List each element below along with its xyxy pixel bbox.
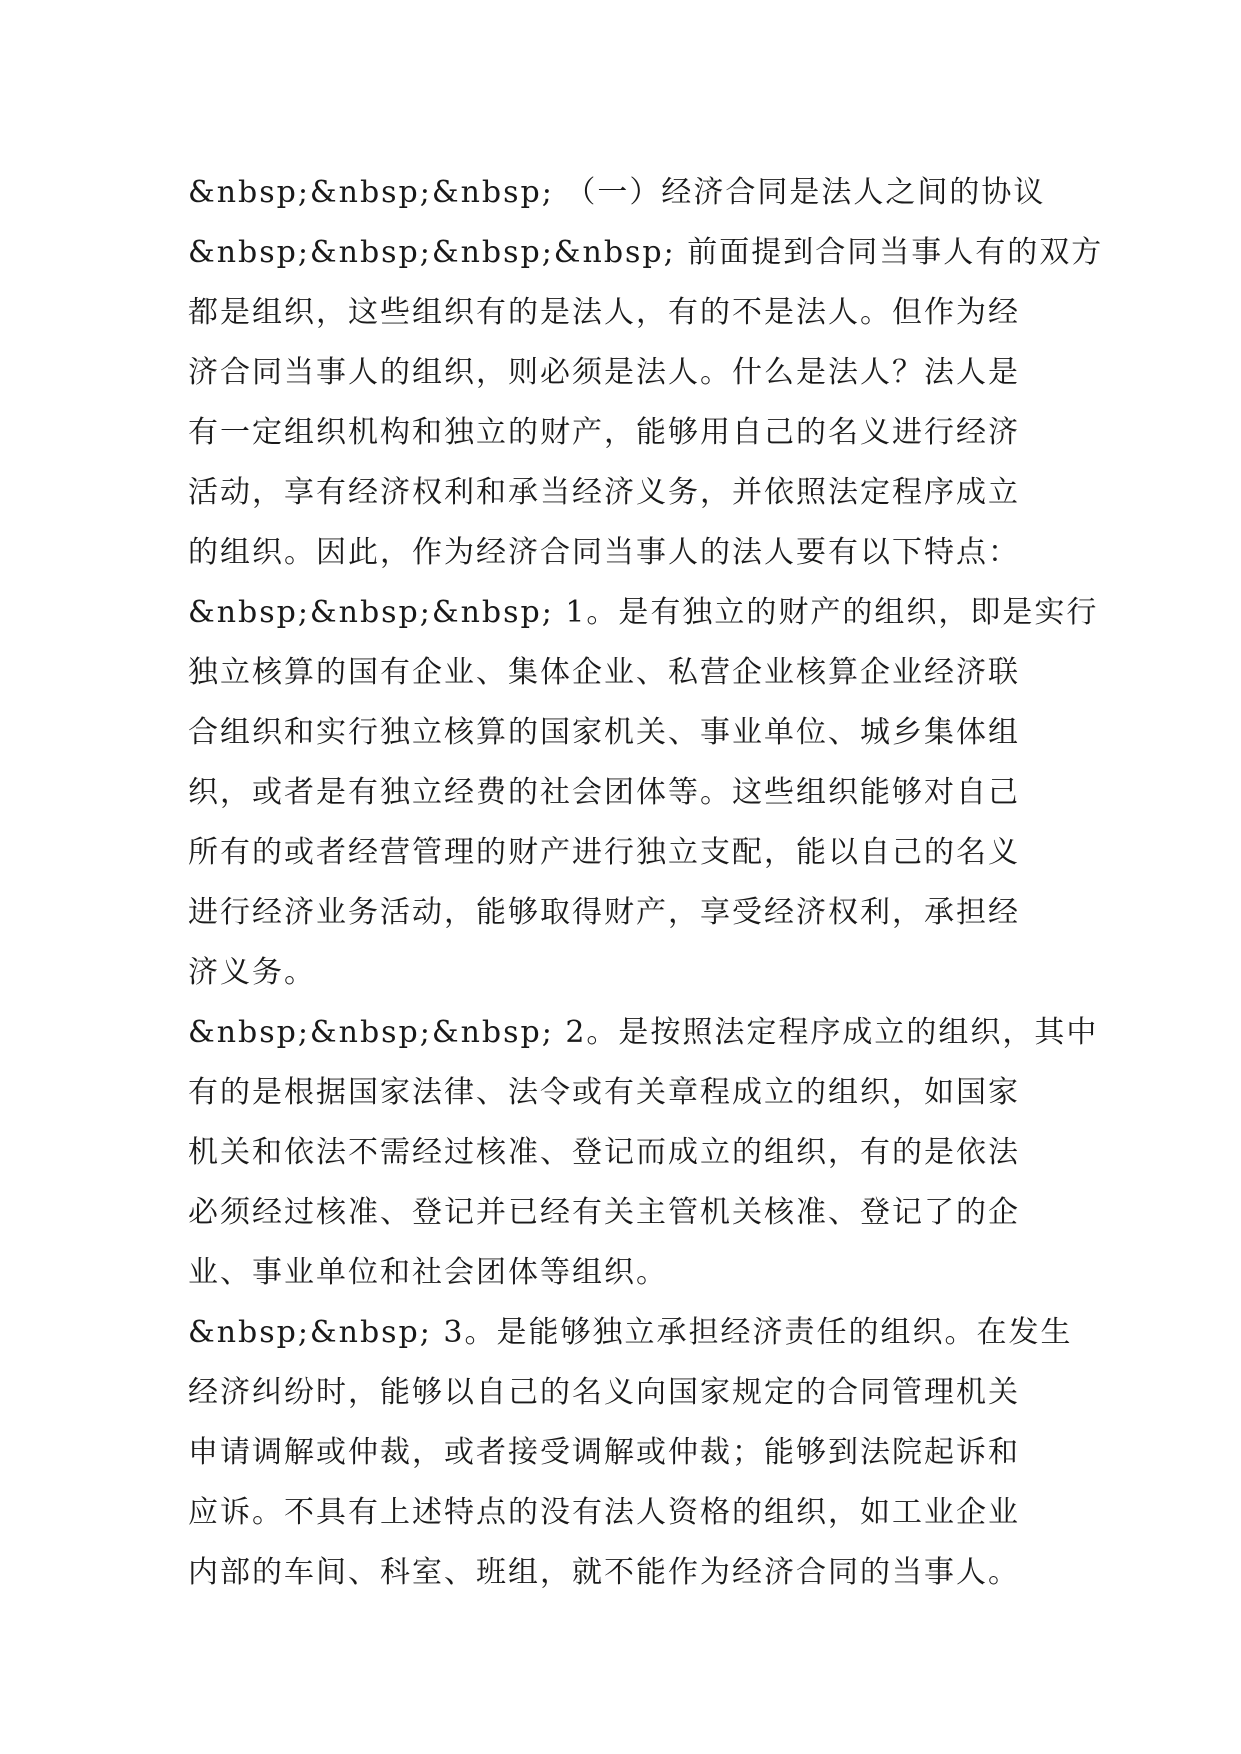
text-line: &nbsp;&nbsp;&nbsp; 1。是有独立的财产的组织，即是实行 [188,595,1099,630]
text-line: 织，或者是有独立经费的社会团体等。这些组织能够对自己 [188,775,1020,810]
text-line: 有的是根据国家法律、法令或有关章程成立的组织，如国家 [188,1075,1020,1110]
text-line: &nbsp;&nbsp; 3。是能够独立承担经济责任的组织。在发生 [188,1315,1073,1350]
text-line: 必须经过核准、登记并已经有关主管机关核准、登记了的企 [188,1195,1020,1230]
text-line: 合组织和实行独立核算的国家机关、事业单位、城乡集体组 [188,715,1020,750]
text-line: 济义务。 [188,955,316,990]
text-line: &nbsp;&nbsp;&nbsp; 2。是按照法定程序成立的组织，其中 [188,1015,1099,1050]
text-line: 独立核算的国有企业、集体企业、私营企业核算企业经济联 [188,655,1020,690]
text-line: &nbsp;&nbsp;&nbsp; （一）经济合同是法人之间的协议 [188,175,1046,210]
text-line: 业、事业单位和社会团体等组织。 [188,1255,668,1290]
text-line: 都是组织，这些组织有的是法人，有的不是法人。但作为经 [188,295,1020,330]
text-line: &nbsp;&nbsp;&nbsp;&nbsp; 前面提到合同当事人有的双方 [188,235,1104,270]
text-line: 内部的车间、科室、班组，就不能作为经济合同的当事人。 [188,1555,1020,1590]
text-line: 经济纠纷时，能够以自己的名义向国家规定的合同管理机关 [188,1375,1020,1410]
text-line: 活动，享有经济权利和承当经济义务，并依照法定程序成立 [188,475,1020,510]
text-line: 应诉。不具有上述特点的没有法人资格的组织，如工业企业 [188,1495,1020,1530]
text-line: 所有的或者经营管理的财产进行独立支配，能以自己的名义 [188,835,1020,870]
text-line: 进行经济业务活动，能够取得财产，享受经济权利，承担经 [188,895,1020,930]
text-line: 济合同当事人的组织，则必须是法人。什么是法人？法人是 [188,355,1020,390]
text-line: 机关和依法不需经过核准、登记而成立的组织，有的是依法 [188,1135,1020,1170]
text-line: 有一定组织机构和独立的财产，能够用自己的名义进行经济 [188,415,1020,450]
document-body [188,163,1104,1603]
text-line: 的组织。因此，作为经济合同当事人的法人要有以下特点： [188,535,1020,570]
text-line: 申请调解或仲裁，或者接受调解或仲裁；能够到法院起诉和 [188,1435,1020,1470]
